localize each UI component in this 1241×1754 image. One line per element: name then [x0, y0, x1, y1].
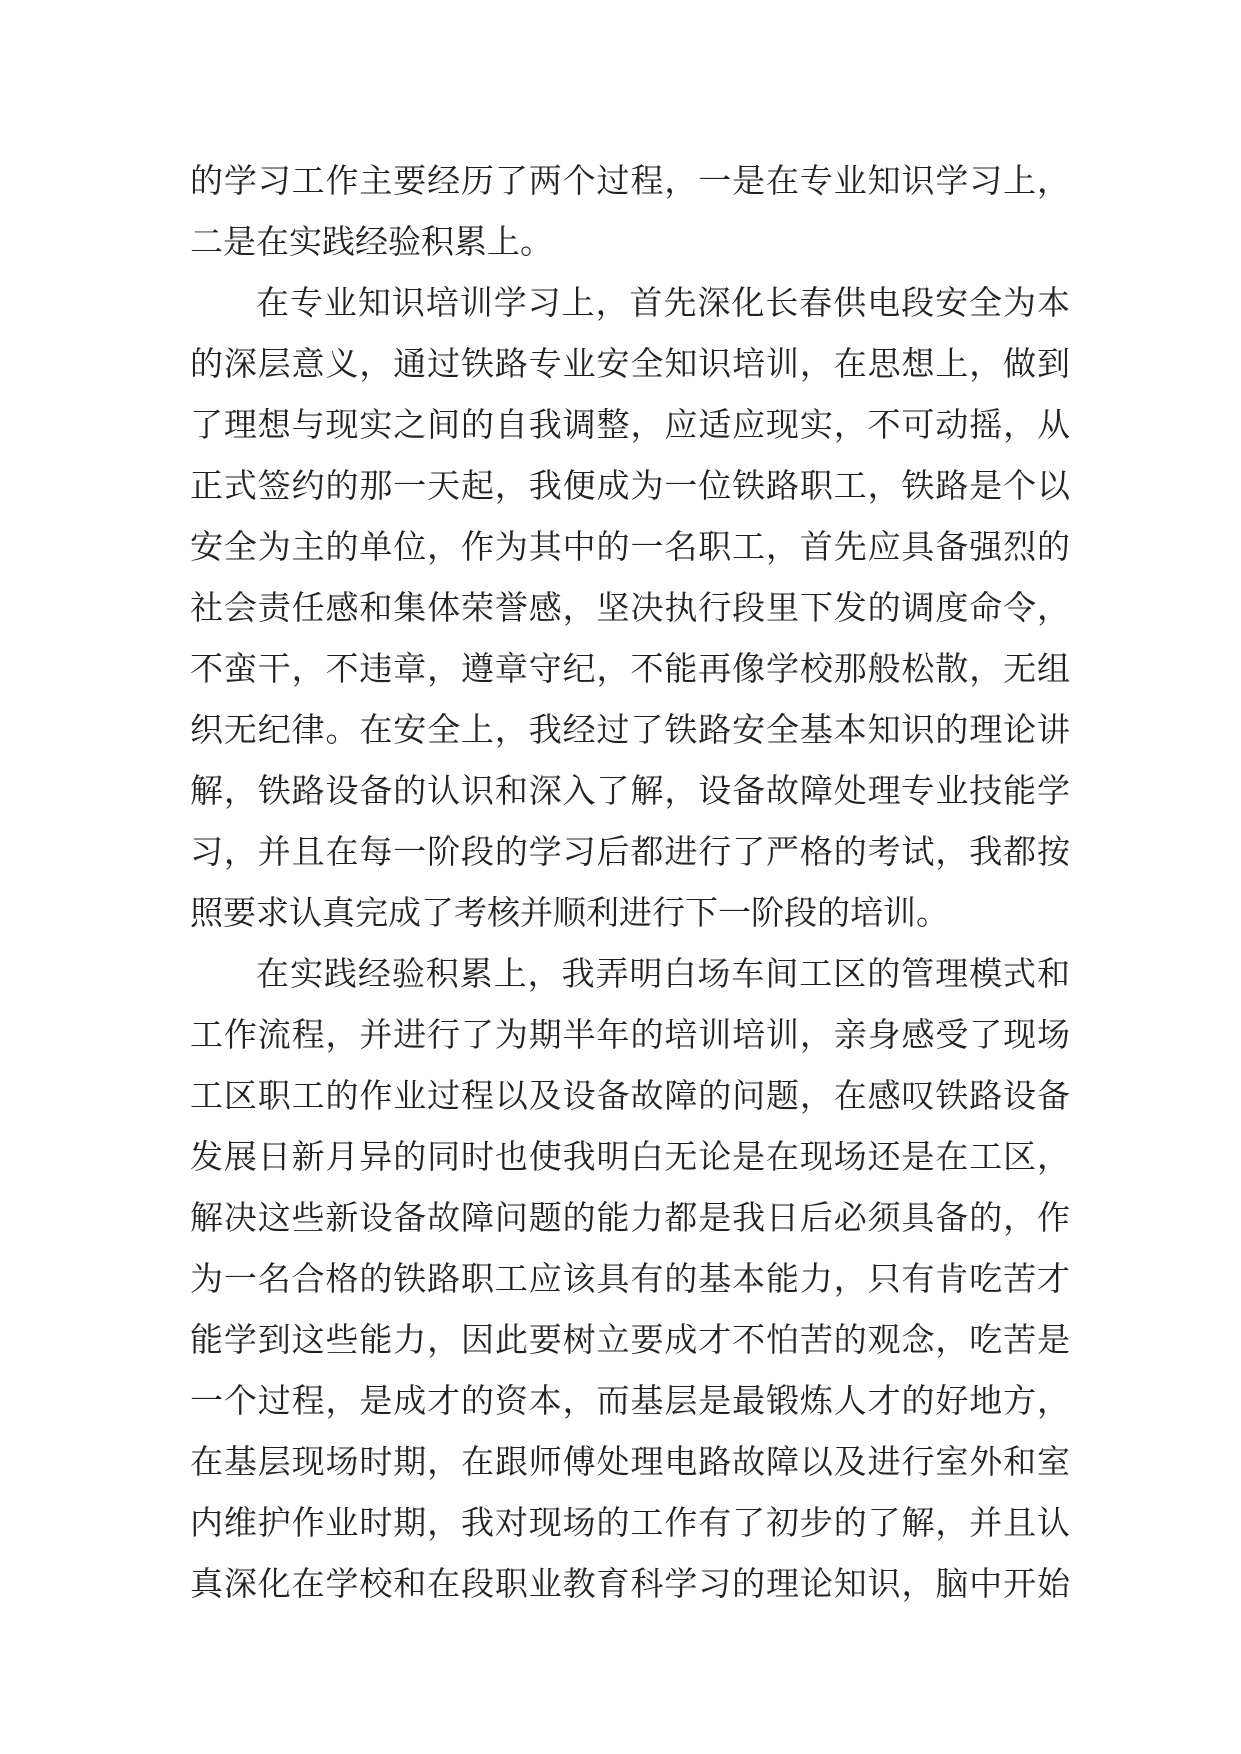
text-line: 不蛮干，不违章，遵章守纪，不能再像学校那般松散，无组 [190, 649, 1070, 688]
text-line: 真深化在学校和在段职业教育科学习的理论知识，脑中开始 [190, 1564, 1070, 1603]
text-line: 在基层现场时期，在跟师傅处理电路故障以及进行室外和室 [190, 1442, 1070, 1481]
text-line: 二是在实践经验积累上。 [190, 222, 553, 261]
text-line: 解决这些新设备故障问题的能力都是我日后必须具备的，作 [190, 1198, 1070, 1237]
text-line: 解，铁路设备的认识和深入了解，设备故障处理专业技能学 [190, 771, 1070, 810]
text-line: 工作流程，并进行了为期半年的培训培训，亲身感受了现场 [190, 1015, 1070, 1054]
text-line: 织无纪律。在安全上，我经过了铁路安全基本知识的理论讲 [190, 710, 1070, 749]
text-line: 能学到这些能力，因此要树立要成才不怕苦的观念，吃苦是 [190, 1320, 1070, 1359]
text-line: 发展日新月异的同时也使我明白无论是在现场还是在工区， [190, 1137, 1070, 1176]
text-line: 安全为主的单位，作为其中的一名职工，首先应具备强烈的 [190, 527, 1070, 566]
text-line: 了理想与现实之间的自我调整，应适应现实，不可动摇，从 [190, 405, 1070, 444]
text-line: 习，并且在每一阶段的学习后都进行了严格的考试，我都按 [190, 832, 1070, 871]
text-line: 的深层意义，通过铁路专业安全知识培训，在思想上，做到 [190, 344, 1070, 383]
text-line: 工区职工的作业过程以及设备故障的问题，在感叹铁路设备 [190, 1076, 1070, 1115]
text-line: 的学习工作主要经历了两个过程，一是在专业知识学习上， [190, 161, 1070, 200]
paragraph-first-line: 在专业知识培训学习上，首先深化长春供电段安全为本 [256, 283, 1070, 322]
text-line: 正式签约的那一天起，我便成为一位铁路职工，铁路是个以 [190, 466, 1070, 505]
text-line: 内维护作业时期，我对现场的工作有了初步的了解，并且认 [190, 1503, 1070, 1542]
text-line: 社会责任感和集体荣誉感，坚决执行段里下发的调度命令， [190, 588, 1070, 627]
text-line: 一个过程，是成才的资本，而基层是最锻炼人才的好地方， [190, 1381, 1070, 1420]
body-text [190, 150, 1070, 1614]
text-line: 照要求认真完成了考核并顺利进行下一阶段的培训。 [190, 893, 949, 932]
text-line: 为一名合格的铁路职工应该具有的基本能力，只有肯吃苦才 [190, 1259, 1070, 1298]
paragraph-first-line: 在实践经验积累上，我弄明白场车间工区的管理模式和 [256, 954, 1070, 993]
